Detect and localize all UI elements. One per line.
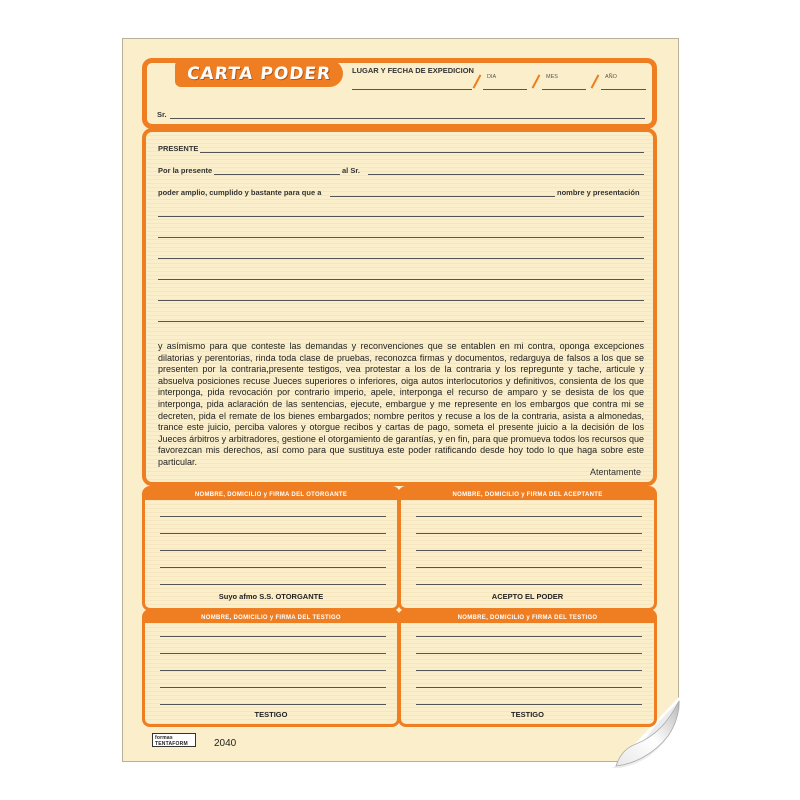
tentaform-logo <box>152 733 196 747</box>
dia-field[interactable] <box>483 89 527 90</box>
testigo-line[interactable] <box>416 636 642 637</box>
sr-field[interactable] <box>170 118 645 119</box>
testigo-signature-line[interactable] <box>160 704 386 705</box>
testigo-line[interactable] <box>416 687 642 688</box>
testigo-label-1: TESTIGO <box>254 710 288 719</box>
testigo-line[interactable] <box>160 636 386 637</box>
otorgante-line[interactable] <box>160 567 386 568</box>
body-line[interactable] <box>158 216 644 217</box>
sr-label: Sr. <box>157 110 167 119</box>
page-curl-icon <box>612 700 680 768</box>
logo-line-1: formas <box>155 735 173 741</box>
aceptante-line[interactable] <box>416 550 642 551</box>
mes-label: MES <box>546 74 558 80</box>
testigo-line[interactable] <box>160 653 386 654</box>
aceptante-line[interactable] <box>416 516 642 517</box>
body-line[interactable] <box>158 279 644 280</box>
legal-text: y asímismo para que conteste las demandas y reconvenciones que se entablen en mi contra, oponga excepciones dilatorias y perentorias, rinda toda clase de pruebas, reconozca firmas y documentos, redarguya de falsos a los que se presenten por la contraria,presente testigos, vea protestar a los de la contraria y los repregunte y tache, articule y absuelva posiciones recuse Jueces superiores o inferiores, oiga autos interlocutorios y definitivos, consienta de los que interponga, pida revocación por contrario imperio, apele, interponga el recurso de amparo y se desista de los que interponga, pida aclaración de las sentencias, ejecute, embargue y me represente en los embargos que contra mi se decreten, pida el remate de los bienes embargados; nombre peritos y recuse a los de la contraria, asista a almonedas, trance este juicio, perciba valores y otorgue recibos y cartas de pago, someta el presente juicio a la decisión de los Jueces árbitros y arbitradores, gestione el otorgamiento de garantías, y en fin, para que promueva todos los recursos que favorezcan mis derechos, así como para que sustituya este poder ratificando desde hoy todo lo que haga sobre este particular. <box>158 341 644 467</box>
otorgante-line[interactable] <box>160 516 386 517</box>
apoderado-name-field[interactable] <box>368 174 644 175</box>
testigo-line[interactable] <box>160 670 386 671</box>
body-line[interactable] <box>158 300 644 301</box>
presente-label: PRESENTE <box>158 144 199 153</box>
testigo-signature-line[interactable] <box>416 704 642 705</box>
form-code: 2040 <box>214 738 237 749</box>
testigo-line[interactable] <box>416 670 642 671</box>
mes-field[interactable] <box>542 89 586 90</box>
anio-label: AÑO <box>605 74 617 80</box>
por-la-presente-label: Por la presente <box>158 166 213 175</box>
form-title: CARTA PODER <box>185 63 333 84</box>
poder-amplio-label: poder amplio, cumplido y bastante para que a <box>158 188 322 197</box>
lugar-field[interactable] <box>352 89 472 90</box>
otorgante-caption: NOMBRE, DOMICILIO y FIRMA DEL OTORGANTE <box>145 489 397 500</box>
lugar-fecha-label: LUGAR Y FECHA DE EXPEDICION <box>352 66 474 75</box>
aceptante-label: ACEPTO EL PODER <box>491 592 564 601</box>
dia-label: DIA <box>487 74 497 80</box>
testigo-caption-1: NOMBRE, DOMICILIO y FIRMA DEL TESTIGO <box>145 612 397 623</box>
testigo-line[interactable] <box>416 653 642 654</box>
otorgante-signature-line[interactable] <box>160 584 386 585</box>
body-line[interactable] <box>158 237 644 238</box>
anio-field[interactable] <box>601 89 646 90</box>
otorgante-line[interactable] <box>160 533 386 534</box>
aceptante-line[interactable] <box>416 567 642 568</box>
aceptante-line[interactable] <box>416 533 642 534</box>
testigo-line[interactable] <box>160 687 386 688</box>
atentamente-label: Atentamente <box>590 467 642 477</box>
otorgante-name-field[interactable] <box>214 174 340 175</box>
al-sr-label: al Sr. <box>342 166 360 175</box>
testigo-caption-2: NOMBRE, DOMICILIO y FIRMA DEL TESTIGO <box>401 612 654 623</box>
logo-line-2: TENTAFORM <box>155 741 188 747</box>
form-title-plate <box>175 60 343 87</box>
poder-field[interactable] <box>330 196 555 197</box>
presente-field[interactable] <box>200 152 644 153</box>
aceptante-caption: NOMBRE, DOMICILIO y FIRMA DEL ACEPTANTE <box>401 489 654 500</box>
otorgante-label: Suyo afmo S.S. OTORGANTE <box>218 592 324 601</box>
body-line[interactable] <box>158 258 644 259</box>
otorgante-line[interactable] <box>160 550 386 551</box>
aceptante-signature-line[interactable] <box>416 584 642 585</box>
nombre-presentacion-label: nombre y presentación <box>557 188 640 197</box>
body-line[interactable] <box>158 321 644 322</box>
testigo-label-2: TESTIGO <box>511 710 544 719</box>
